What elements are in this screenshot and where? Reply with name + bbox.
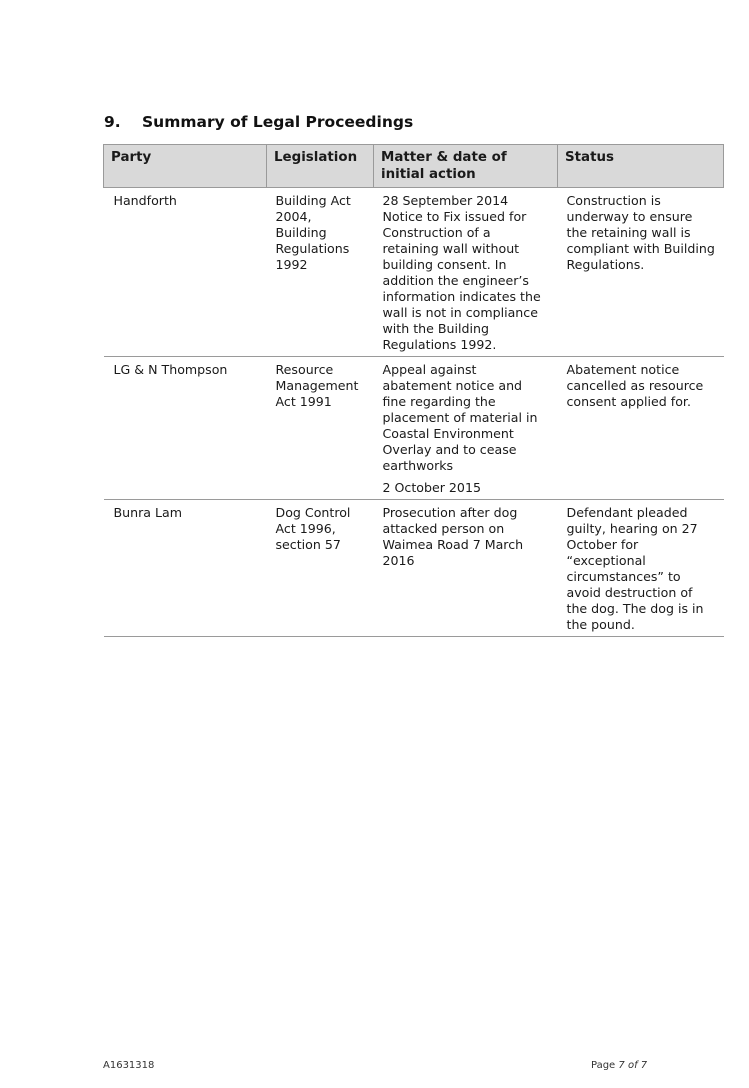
table-row bbox=[104, 500, 724, 637]
cell-matter bbox=[374, 500, 558, 637]
matter-text: Prosecution after dog attacked person on Waimea Road 7 March 2016 bbox=[382, 505, 524, 568]
cell-legislation: Dog Control Act 1996, section 57 bbox=[267, 500, 374, 637]
cell-party: Handforth bbox=[104, 188, 267, 357]
page-of: of bbox=[627, 1060, 638, 1071]
table-header-row bbox=[104, 145, 724, 188]
cell-matter bbox=[374, 357, 558, 500]
cell-status: Construction is underway to ensure the retaining wall is compliant with Building Regulations. bbox=[558, 188, 724, 357]
cell-legislation: Resource Management Act 1991 bbox=[267, 357, 374, 500]
header-party: Party bbox=[104, 145, 267, 188]
page-total: 7 bbox=[640, 1060, 648, 1071]
section-heading bbox=[104, 113, 413, 131]
document-id: A1631318 bbox=[103, 1060, 155, 1071]
legal-proceedings-table bbox=[103, 144, 724, 637]
header-status: Status bbox=[558, 145, 724, 188]
cell-matter bbox=[374, 188, 558, 357]
cell-status: Abatement notice cancelled as resource consent applied for. bbox=[558, 357, 724, 500]
section-number: 9. bbox=[104, 113, 121, 131]
matter-text: Appeal against abatement notice and fine regarding the placement of material in Coastal Environment Overlay and to cease earthworks bbox=[382, 362, 538, 473]
table-row bbox=[104, 188, 724, 357]
header-matter: Matter & date of initial action bbox=[374, 145, 558, 188]
cell-legislation: Building Act 2004, Building Regulations 1992 bbox=[267, 188, 374, 357]
matter-text: 28 September 2014 Notice to Fix issued for Construction of a retaining wall without building consent. In addition the engineer’s information indicates the wall is not in compliance with the Building Regulations 1992. bbox=[382, 193, 541, 352]
page-current: 7 bbox=[618, 1060, 625, 1071]
page-label: Page bbox=[591, 1060, 616, 1071]
header-legislation: Legislation bbox=[267, 145, 374, 188]
matter-date: 2 October 2015 bbox=[382, 480, 481, 495]
page-number bbox=[591, 1060, 647, 1071]
cell-status: Defendant pleaded guilty, hearing on 27 October for “exceptional circumstances” to avoid destruction of the dog. The dog is in the pound. bbox=[558, 500, 724, 637]
cell-party: LG & N Thompson bbox=[104, 357, 267, 500]
cell-party: Bunra Lam bbox=[104, 500, 267, 637]
section-title: Summary of Legal Proceedings bbox=[142, 113, 414, 131]
table-row bbox=[104, 357, 724, 500]
